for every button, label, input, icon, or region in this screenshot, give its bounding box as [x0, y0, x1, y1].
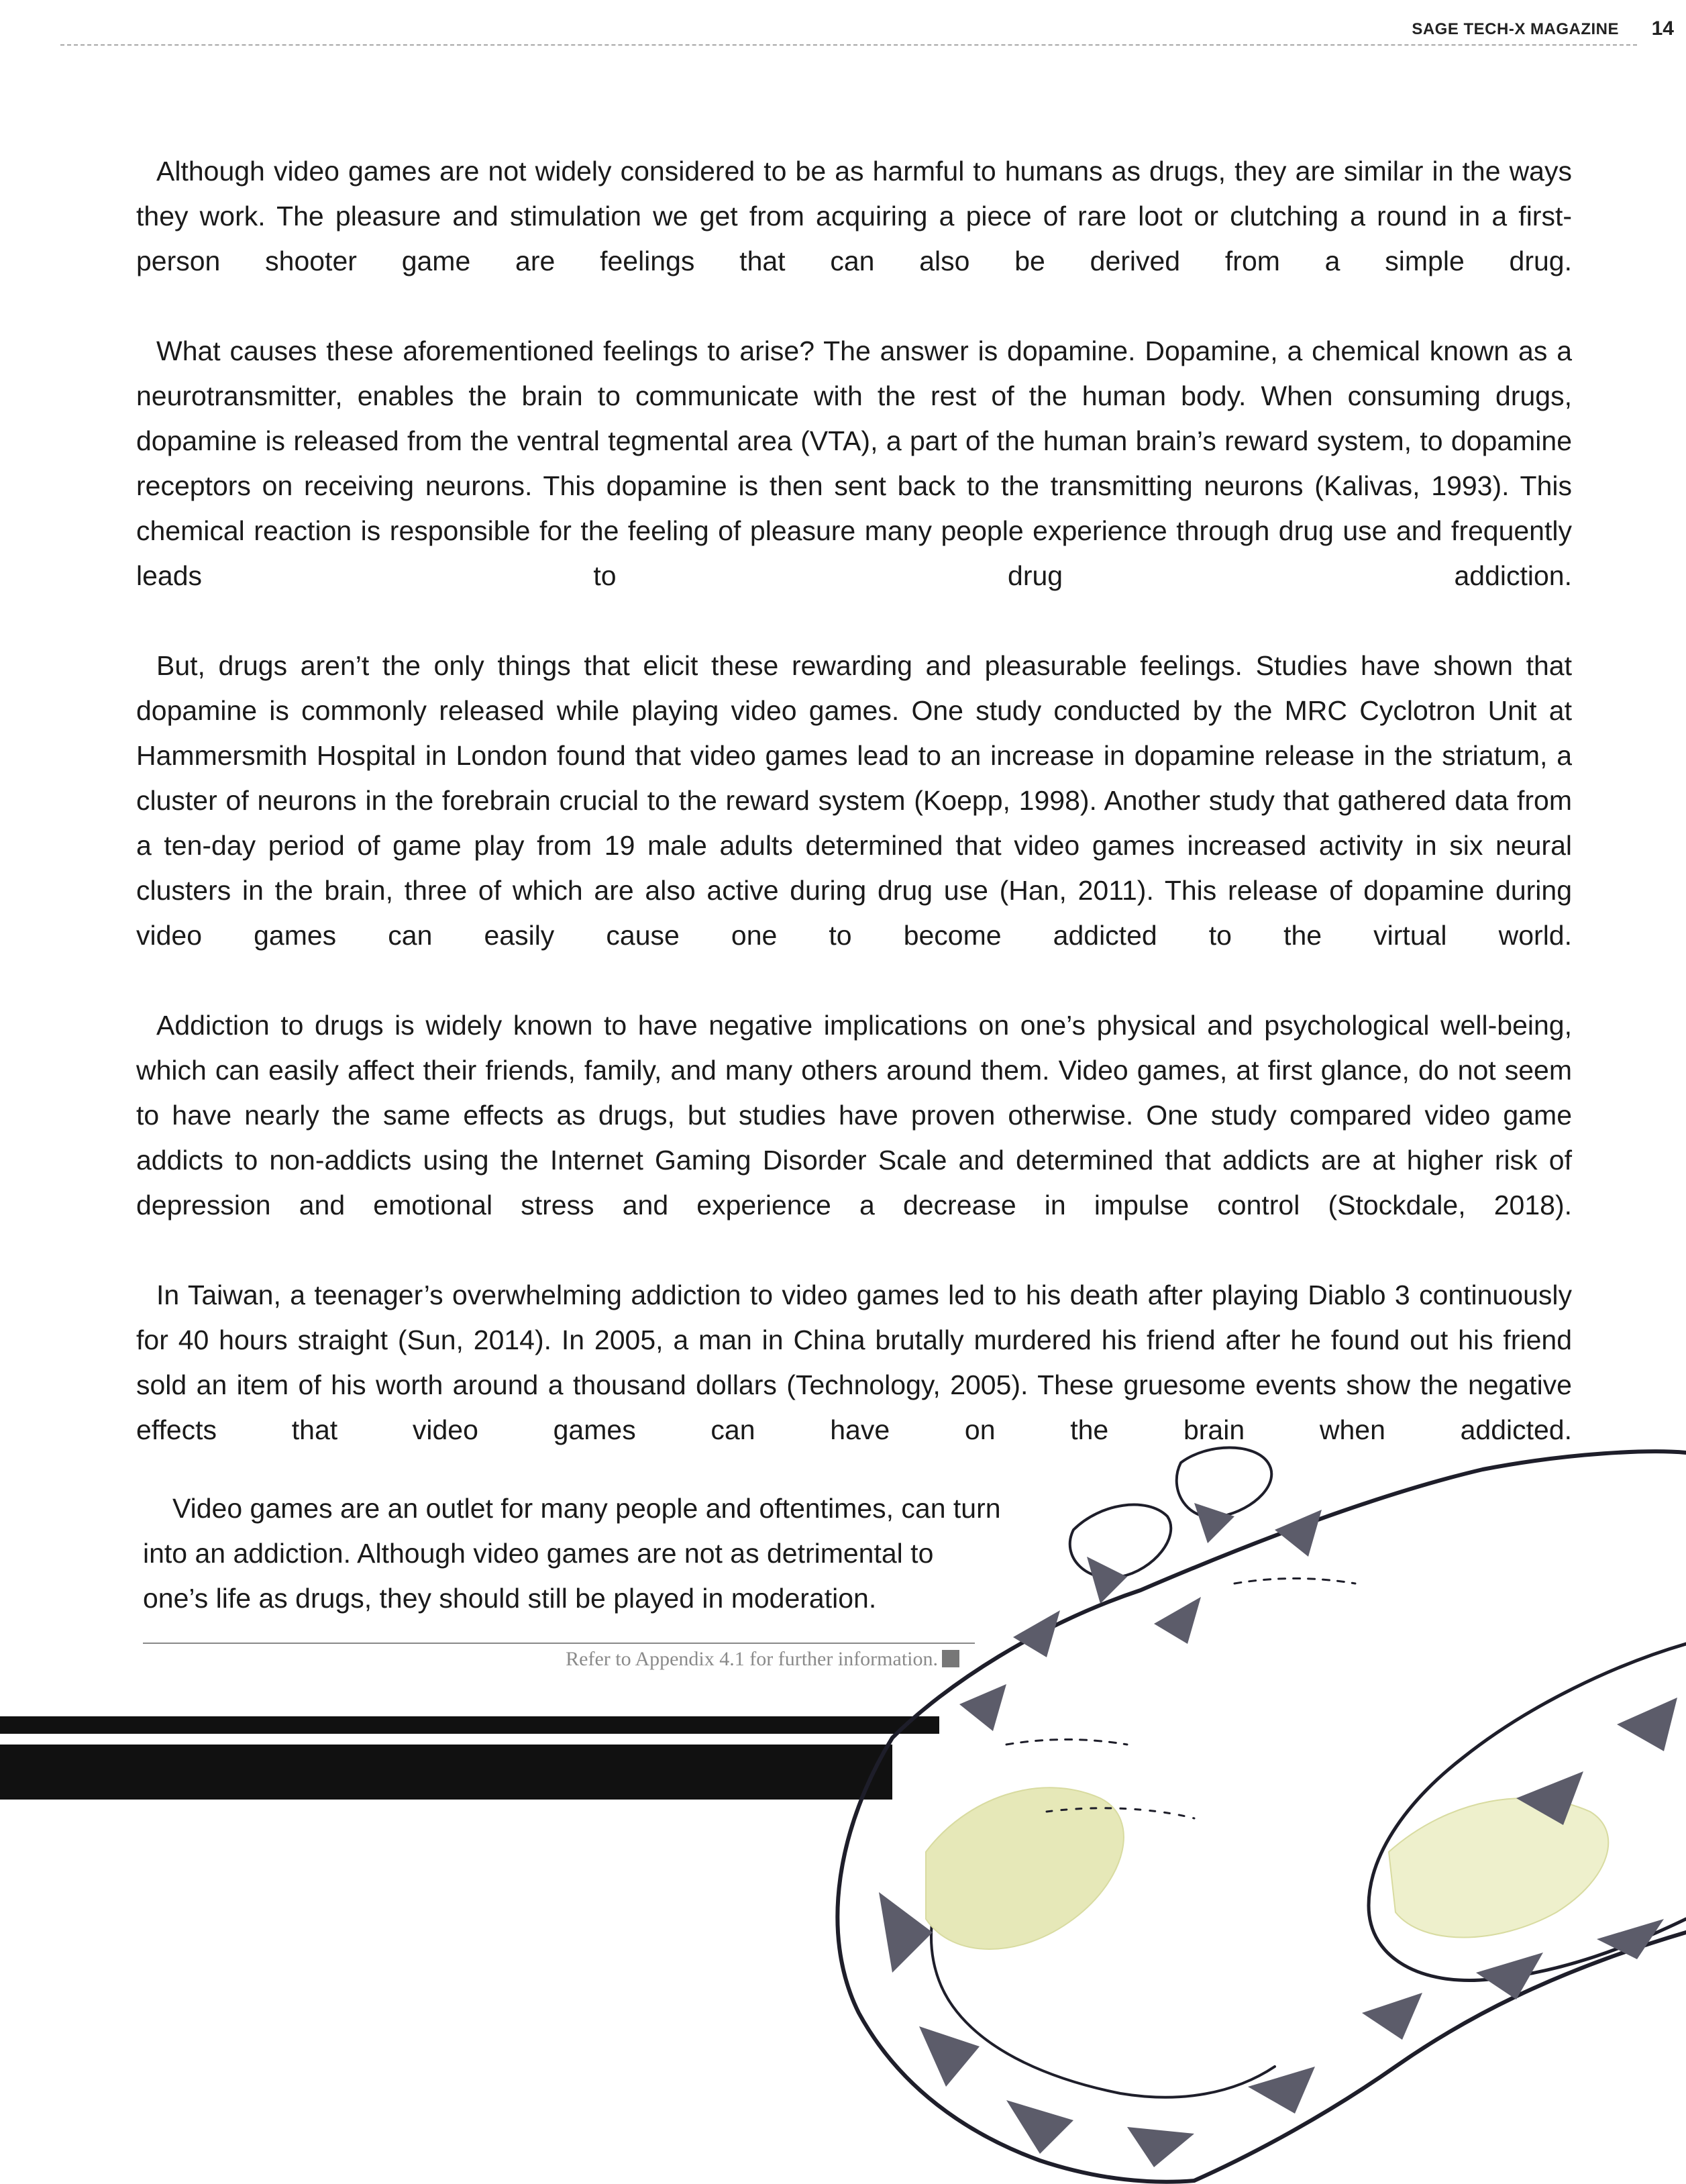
- controller-facet-2: [919, 2026, 980, 2087]
- controller-facet-6: [1362, 1993, 1422, 2040]
- paragraph-2: What causes these aforementioned feelings to arise? The answer is dopamine. Dopamine, a chemical known as a neurotransmitter, enables the brain to communicate with the rest of the human body. When consuming drugs, dopamine is released from the ventral tegmental area (VTA), a part of the human brain’s reward system, to dopamine receptors on receiving neurons. This dopamine is then sent back to the transmitting neurons (Kalivas, 1993). This chemical reaction is responsible for the feeling of pleasure many people experience through drug use and frequently leads to drug addiction.: [136, 335, 1572, 591]
- controller-button-top-2: [1177, 1448, 1272, 1518]
- controller-facet-top-6: [1154, 1597, 1201, 1644]
- article-body: [136, 149, 1572, 1498]
- paragraph-3: But, drugs aren’t the only things that elicit these rewarding and pleasurable feelings. Studies have shown that dopamine is commonly released while playing video games. One study conducted by the MRC Cyclotron Unit at Hammersmith Hospital in London found that video games lead to an increase in dopamine release in the striatum, a cluster of neurons in the forebrain crucial to the reward system (Koepp, 1998). Another study that gathered data from a ten-day period of game play from 19 male adults determined that video games increased activity in six neural clusters in the brain, three of which are also active during drug use (Han, 2011). This release of dopamine during video games can easily cause one to become addicted to the virtual world.: [136, 650, 1572, 951]
- closing-paragraph: Video games are an outlet for many people and oftentimes, can turn into an addiction. Although video games are not as detrimental to one’s life as drugs, they should still be played in moderation.: [143, 1493, 1001, 1614]
- controller-highlight-left: [926, 1787, 1124, 1949]
- appendix-reference-text: Refer to Appendix 4.1 for further information.: [566, 1648, 938, 1670]
- controller-facet-10: [1617, 1698, 1677, 1751]
- controller-button-top-1: [1070, 1505, 1171, 1578]
- paragraph-4: Addiction to drugs is widely known to have negative implications on one’s physical and psychological well-being, which can easily affect their friends, family, and many others around them. Video games, at first glance, do not seem to have nearly the same effects as drugs, but studies have proven otherwise. One study compared video game addicts to non-addicts using the Internet Gaming Disorder Scale and determined that addicts are at higher risk of depression and emotional stress and experience a decrease in impulse control (Stockdale, 2018).: [136, 1010, 1572, 1220]
- controller-facet-top-3: [1275, 1510, 1322, 1557]
- controller-facet-7: [1476, 1953, 1543, 1999]
- page-number: 14: [1651, 17, 1674, 40]
- controller-facet-top-5: [959, 1684, 1006, 1731]
- game-controller-icon: [725, 1422, 1686, 2184]
- magazine-name: SAGE TECH-X MAGAZINE: [1412, 20, 1619, 38]
- controller-detail-line-1: [1006, 1740, 1127, 1745]
- header-divider: [60, 44, 1637, 46]
- controller-detail-line-3: [1234, 1579, 1355, 1584]
- paragraph-1: Although video games are not widely considered to be as harmful to humans as drugs, they are similar in the ways they work. The pleasure and stimulation we get from acquiring a piece of rare loot or clutching a round in a first-person shooter game are feelings that can also be derived from a simple drug.: [136, 156, 1572, 276]
- controller-facet-5: [1248, 2067, 1315, 2114]
- controller-facet-top-4: [1013, 1610, 1060, 1657]
- controller-facet-3: [1006, 2100, 1073, 2154]
- page-header: [0, 0, 1686, 54]
- controller-facet-1: [879, 1892, 933, 1973]
- controller-facet-4: [1127, 2127, 1194, 2167]
- paragraph-5: In Taiwan, a teenager’s overwhelming addiction to video games led to his death after playing Diablo 3 continuously for 40 hours straight (Sun, 2014). In 2005, a man in China brutally murdered his friend after he found out his friend sold an item of his worth around a thousand dollars (Technology, 2005). These gruesome events show the negative effects that video games can have on the brain when addicted.: [136, 1280, 1572, 1445]
- controller-highlight-right: [1389, 1798, 1608, 1938]
